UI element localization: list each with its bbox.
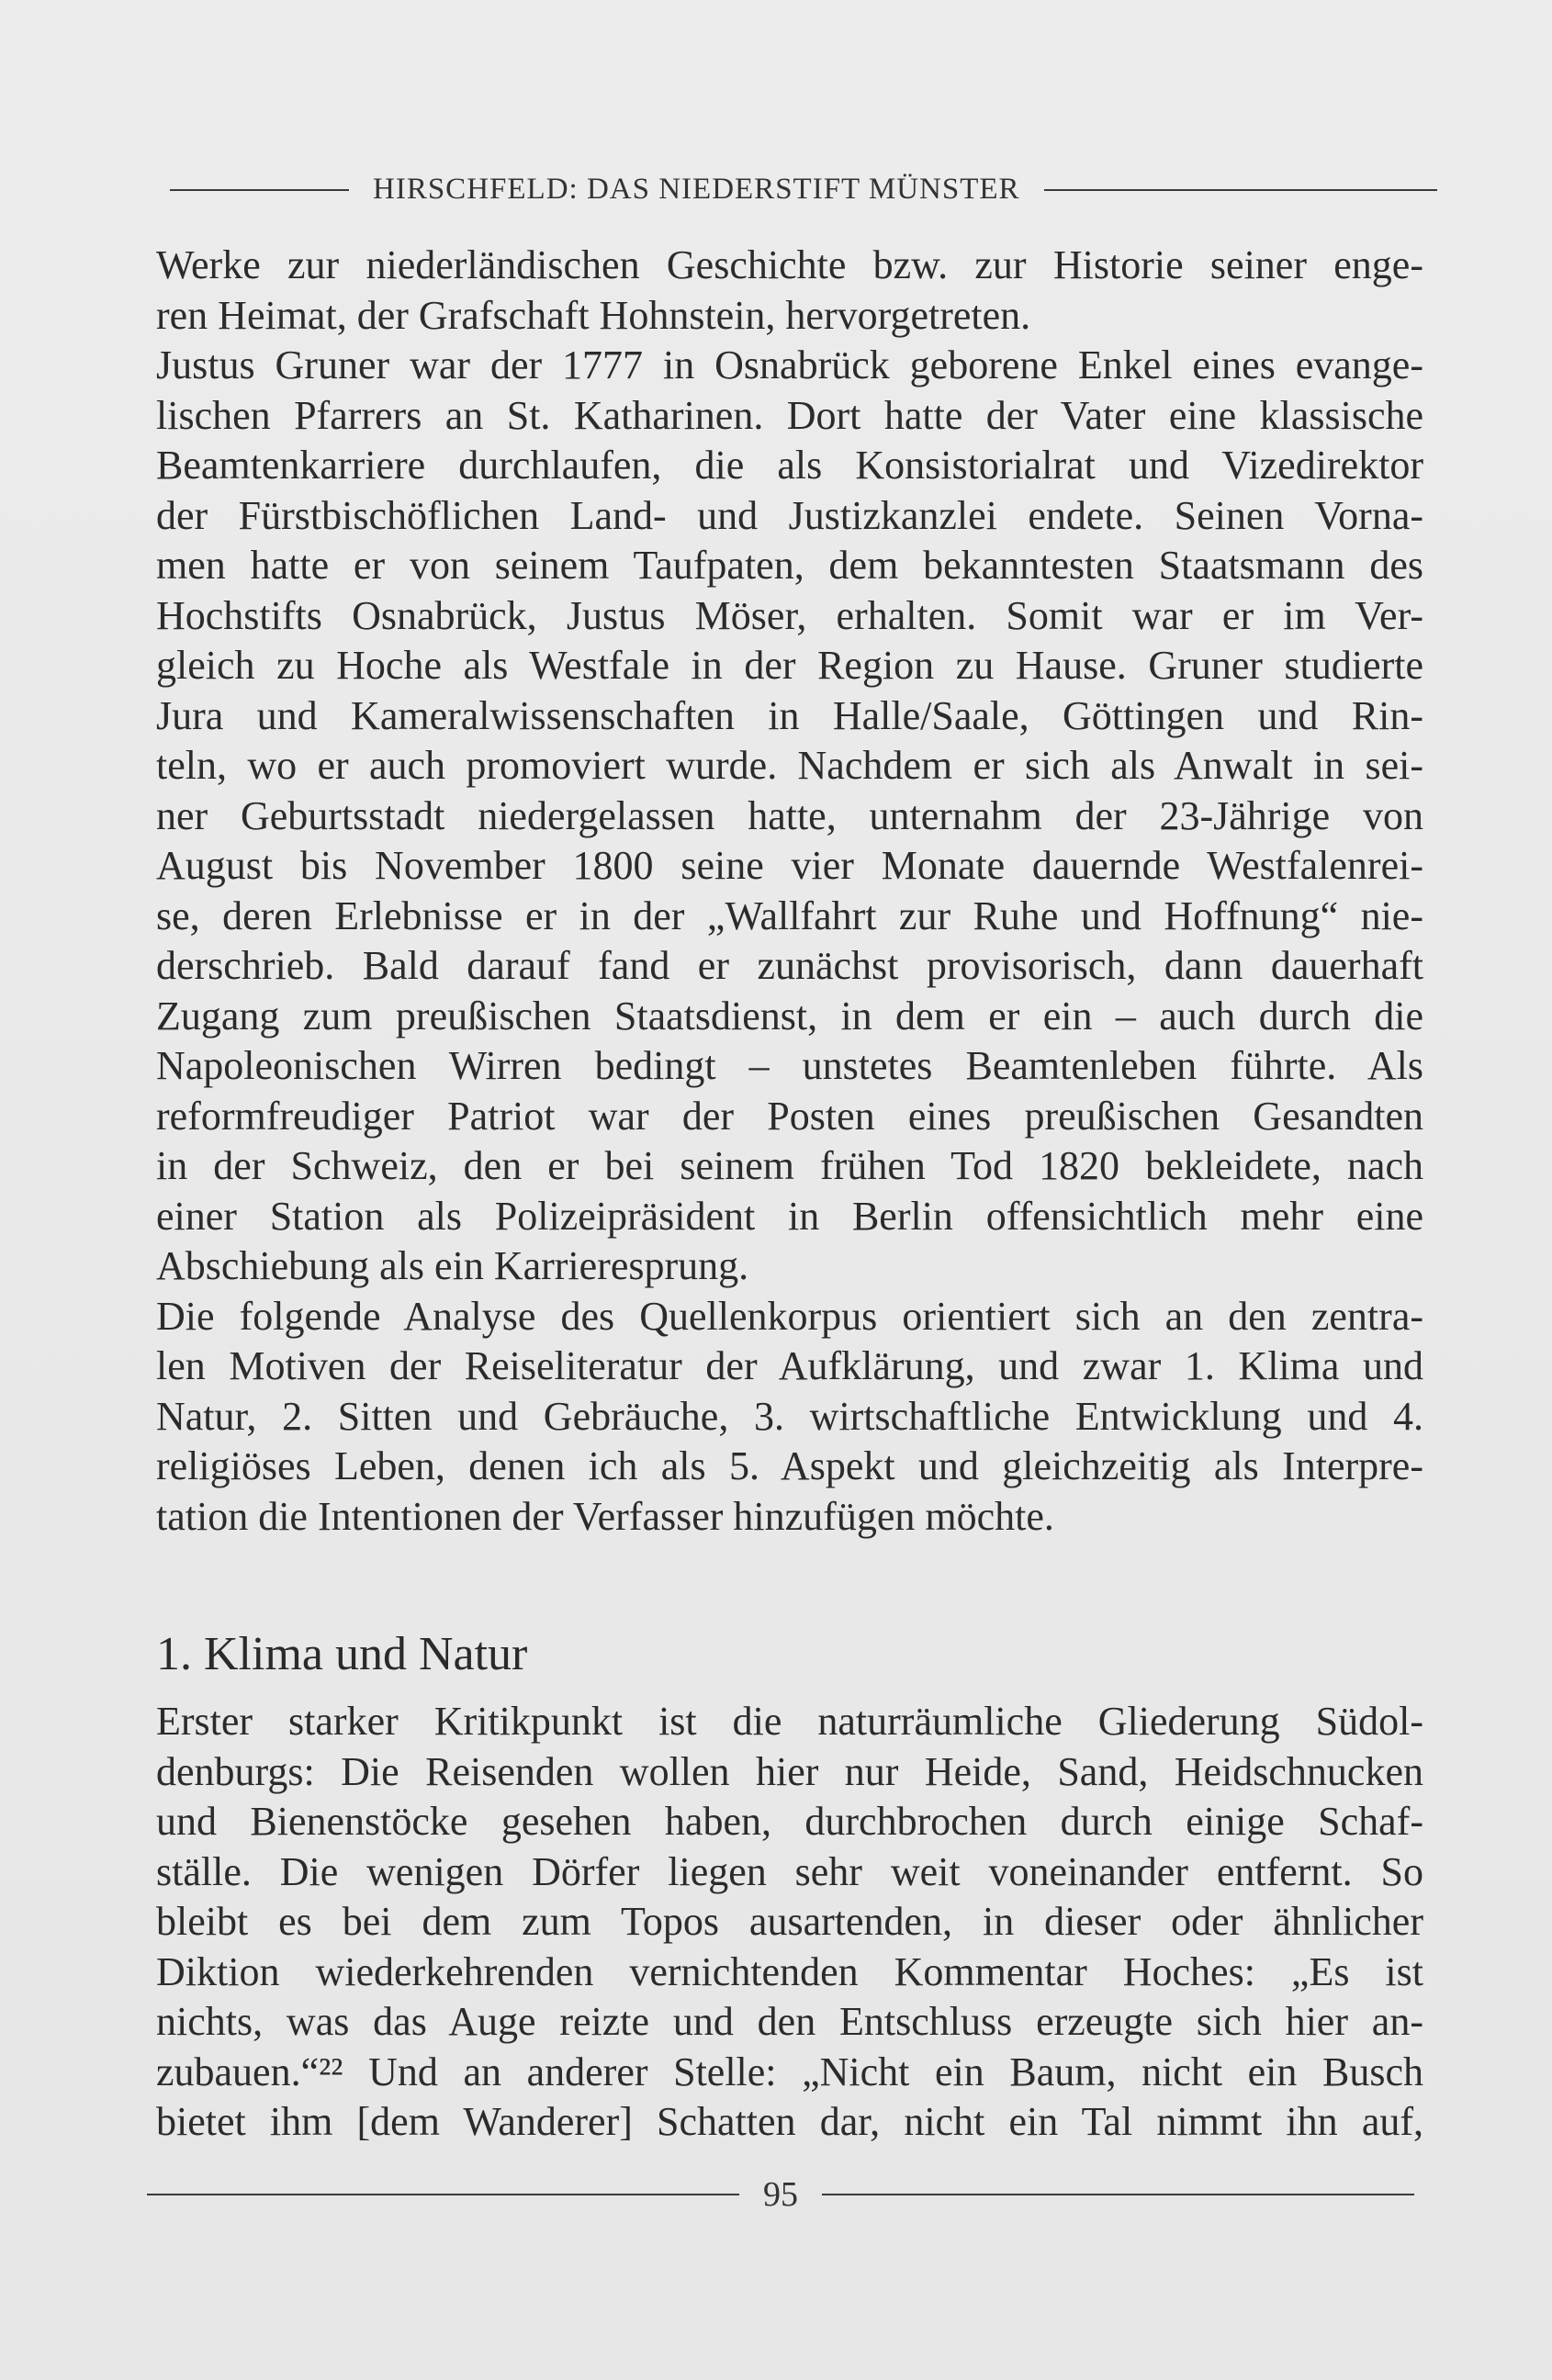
text-line: men hatte er von seinem Taufpaten, dem bekanntesten Staatsmann des <box>156 543 1423 588</box>
text-line: gleich zu Hoche als Westfale in der Region zu Hause. Gruner studierte <box>156 643 1423 688</box>
text-line: Natur, 2. Sitten und Gebräuche, 3. wirtschaftliche Entwicklung und 4. <box>156 1393 1423 1439</box>
page-footer <box>147 2174 1414 2215</box>
text-line: Zugang zum preußischen Staatsdienst, in dem er ein – auch durch die <box>156 993 1423 1038</box>
text-line: lischen Pfarrers an St. Katharinen. Dort hatte der Vater eine klassische <box>156 392 1423 438</box>
text-line: Hochstifts Osnabrück, Justus Möser, erhalten. Somit war er im Ver- <box>156 592 1423 638</box>
text-line: derschrieb. Bald darauf fand er zunächst provisorisch, dann dauerhaft <box>156 943 1423 988</box>
text-line: Die folgende Analyse des Quellenkorpus orientiert sich an den zentra- <box>156 1293 1423 1339</box>
text-line: reformfreudiger Patriot war der Posten eines preußischen Gesandten <box>156 1093 1423 1139</box>
footer-rule-left <box>147 2194 739 2195</box>
text-line: zubauen.“²² Und an anderer Stelle: „Nicht ein Baum, nicht ein Busch <box>156 2049 1423 2094</box>
text-line: bleibt es bei dem zum Topos ausartenden, in dieser oder ähnlicher <box>156 1899 1423 1944</box>
page-number: 95 <box>763 2175 798 2214</box>
text-line: tation die Intentionen der Verfasser hinzufügen möchte. <box>156 1493 1054 1539</box>
body-text <box>156 241 1423 1542</box>
text-line: se, deren Erlebnisse er in der „Wallfahrt zur Ruhe und Hoffnung“ nie- <box>156 892 1423 938</box>
text-line: Abschiebung als ein Karrieresprung. <box>156 1243 749 1288</box>
text-line: bietet ihm [dem Wanderer] Schatten dar, nicht ein Tal nimmt ihn auf, <box>156 2099 1423 2144</box>
text-line: ren Heimat, der Grafschaft Hohnstein, hervorgetreten. <box>156 292 1031 338</box>
text-line: Jura und Kameralwissenschaften in Halle/Saale, Göttingen und Rin- <box>156 692 1423 738</box>
running-head <box>170 173 1437 207</box>
text-line: in der Schweiz, den er bei seinem frühen Tod 1820 bekleidete, nach <box>156 1143 1423 1188</box>
running-head-title: HIRSCHFELD: DAS NIEDERSTIFT MÜNSTER <box>373 173 1020 206</box>
text-line: len Motiven der Reiseliteratur der Aufklärung, und zwar 1. Klima und <box>156 1343 1423 1388</box>
text-line: Diktion wiederkehrenden vernichtenden Kommentar Hoches: „Es ist <box>156 1948 1423 1994</box>
text-line: ställe. Die wenigen Dörfer liegen sehr weit voneinander entfernt. So <box>156 1848 1423 1894</box>
footer-rule-right <box>822 2194 1414 2195</box>
text-line: Erster starker Kritikpunkt ist die naturräumliche Gliederung Südol- <box>156 1699 1423 1744</box>
text-line: und Bienenstöcke gesehen haben, durchbrochen durch einige Schaf- <box>156 1799 1423 1844</box>
section-heading: 1. Klima und Natur <box>156 1628 528 1680</box>
text-line: einer Station als Polizeipräsident in Berlin offensichtlich mehr eine <box>156 1193 1423 1239</box>
text-line: Werke zur niederländischen Geschichte bzw. zur Historie seiner enge- <box>156 242 1423 287</box>
text-line: nichts, was das Auge reizte und den Entschluss erzeugte sich hier an- <box>156 1999 1423 2044</box>
text-line: der Fürstbischöflichen Land- und Justizkanzlei endete. Seinen Vorna- <box>156 492 1423 538</box>
header-rule-right <box>1044 189 1437 191</box>
text-line: August bis November 1800 seine vier Monate dauernde Westfalenrei- <box>156 843 1423 888</box>
text-line: Napoleonischen Wirren bedingt – unstetes Beamtenleben führte. Als <box>156 1043 1423 1088</box>
section-body-text <box>156 1697 1423 2148</box>
text-line: teln, wo er auch promoviert wurde. Nachdem er sich als Anwalt in sei- <box>156 743 1423 788</box>
text-line: ner Geburtsstadt niedergelassen hatte, unternahm der 23-Jährige von <box>156 792 1423 838</box>
text-line: Beamtenkarriere durchlaufen, die als Konsistorialrat und Vizedirektor <box>156 443 1423 488</box>
text-line: denburgs: Die Reisenden wollen hier nur Heide, Sand, Heidschnucken <box>156 1748 1423 1794</box>
text-line: Justus Gruner war der 1777 in Osnabrück geborene Enkel eines evange- <box>156 342 1423 387</box>
header-rule-left <box>170 189 349 191</box>
text-line: religiöses Leben, denen ich als 5. Aspekt und gleichzeitig als Interpre- <box>156 1443 1423 1488</box>
